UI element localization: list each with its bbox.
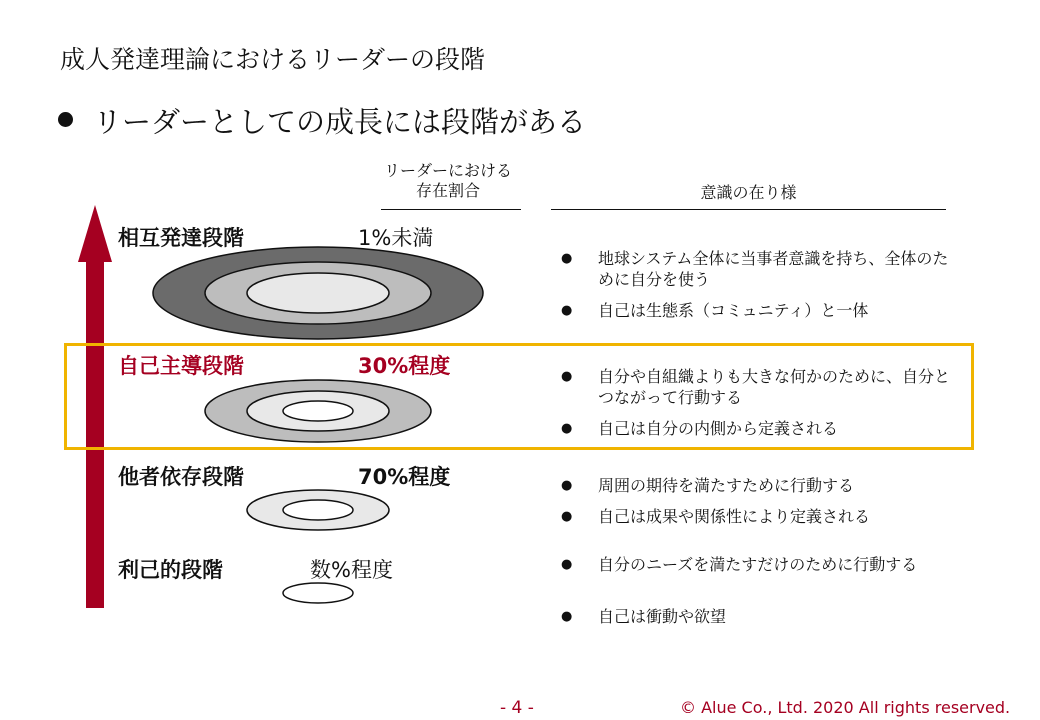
list-item (561, 554, 958, 575)
stage-rings-mutual (153, 247, 483, 339)
list-item-text: 自分や自組織よりも大きな何かのために、自分とつながって行動する (598, 367, 951, 407)
stage-rings-socialized (247, 490, 389, 530)
list-item (561, 248, 958, 290)
stage-ratio: 30%程度 (358, 354, 451, 378)
list-item (561, 606, 958, 627)
awareness-column-header: 意識の在り様 (700, 183, 797, 202)
list-item-text: 自己は成果や関係性により定義される (598, 507, 871, 526)
stage-name: 他者依存段階 (118, 465, 244, 489)
list-item-text: 自己は自分の内側から定義される (598, 419, 839, 438)
list-item (561, 506, 958, 527)
list-item (561, 475, 958, 496)
ratio-column-header (373, 161, 523, 201)
bullet-icon: ● (561, 509, 573, 524)
stage-name: 相互発達段階 (118, 226, 244, 250)
bullet-icon (58, 112, 73, 127)
divider (551, 209, 946, 210)
list-item (561, 366, 958, 408)
stage-name: 利己的段階 (118, 558, 223, 582)
bullet-icon: ● (561, 478, 573, 493)
subtitle-text: リーダーとしての成長には段階がある (93, 105, 587, 139)
bullet-icon: ● (561, 369, 573, 384)
subtitle-bullet (58, 100, 586, 141)
bullet-icon: ● (561, 421, 573, 436)
bullet-icon: ● (561, 303, 573, 318)
ratio-header-line1: リーダーにおける (383, 161, 512, 180)
stage-ratio: 1%未満 (358, 226, 434, 250)
stage-name: 自己主導段階 (118, 354, 244, 378)
list-item-text: 自分のニーズを満たすだけのために行動する (598, 555, 918, 574)
copyright: © Alue Co., Ltd. 2020 All rights reserved. (680, 698, 1011, 717)
page-title: 成人発達理論におけるリーダーの段階 (60, 45, 486, 74)
list-item-text: 自己は生態系（コミュニティ）と一体 (598, 301, 869, 320)
list-item-text: 周囲の期待を満たすために行動する (598, 476, 855, 495)
list-item-text: 自己は衝動や欲望 (598, 607, 727, 626)
divider (381, 209, 521, 210)
stage-ratio: 数%程度 (310, 558, 393, 582)
bullet-icon: ● (561, 557, 573, 572)
bullet-icon: ● (561, 251, 573, 266)
list-item (561, 300, 958, 321)
list-item-text: 地球システム全体に当事者意識を持ち、全体のために自分を使う (598, 249, 949, 289)
bullet-icon: ● (561, 609, 573, 624)
ratio-header-line2: 存在割合 (415, 181, 480, 200)
list-item (561, 418, 958, 439)
stage-rings-egocentric (283, 583, 353, 603)
page-number: - 4 - (500, 698, 534, 718)
stage-ratio: 70%程度 (358, 465, 451, 489)
